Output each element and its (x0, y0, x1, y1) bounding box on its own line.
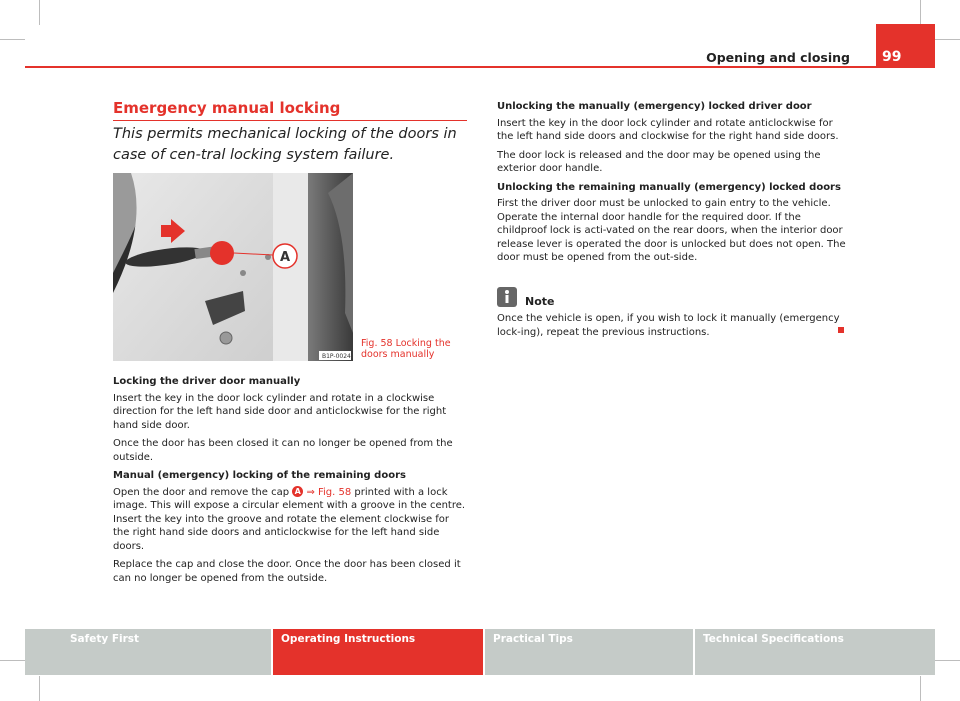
left-paragraph-3 (113, 486, 468, 554)
note-text: Once the vehicle is open, if you wish to lock it manually (emergency lock-ing), repeat the previous instructions. (497, 313, 840, 338)
footer-tab-technical-specifications[interactable] (695, 629, 935, 675)
section-title: Emergency manual locking (113, 99, 341, 117)
footer-tab-label: Practical Tips (493, 633, 573, 645)
note-icon (497, 287, 517, 307)
right-column (497, 100, 852, 270)
door-lock-illustration (113, 173, 353, 361)
section-rule (113, 120, 467, 121)
left-paragraph-4: Replace the cap and close the door. Once the door has been closed it can no longer be opened from the outside. (113, 559, 461, 584)
footer-tab-label: Safety First (70, 633, 140, 645)
right-paragraph-2: The door lock is released and the door may be opened using the exterior door handle. (497, 149, 821, 174)
footer-tab-safety-first[interactable] (25, 629, 271, 675)
footer-tab-label: Operating Instructions (281, 633, 416, 645)
p3-after: printed with a lock image. This will expose a circular element with a groove in the centre. Insert the key into the groove and rotate the element clockwise for the right hand side doors and anticlockwise for the left hand side doors. (113, 486, 466, 552)
section-intro: This permits mechanical locking of the doors in case of cen-tral locking system failure. (113, 126, 457, 163)
left-column (113, 375, 468, 590)
header-rule (25, 66, 935, 68)
right-paragraph-3: First the driver door must be unlocked to gain entry to the vehicle. Operate the internal door handle for the required door. If the childproof lock is acti-vated on the rear doors, when the interior door release lever is operated the door is unlocked but does not open. The door must be opened from the out-side. (497, 198, 846, 263)
left-heading-1: Locking the driver door manually (113, 376, 301, 387)
right-heading-2: Unlocking the remaining manually (emergency) locked doors (497, 181, 841, 193)
left-paragraph-1: Insert the key in the door lock cylinder and rotate in a clockwise direction for the left hand side door and anticlockwise for the right hand side door. (113, 392, 447, 431)
door-lock-figure (113, 173, 353, 361)
callout-a-badge: A (292, 486, 303, 497)
right-paragraph-1: Insert the key in the door lock cylinder and rotate anticlockwise for the left hand side doors and clockwise for the right hand side doors. (497, 117, 839, 142)
left-heading-2: Manual (emergency) locking of the remaining doors (113, 470, 406, 481)
left-paragraph-2: Once the door has been closed it can no longer be opened from the outside. (113, 438, 453, 463)
chapter-title: Opening and closing (706, 50, 850, 65)
footer-tab-label: Technical Specifications (703, 633, 844, 645)
right-heading-1: Unlocking the manually (emergency) locked driver door (497, 101, 812, 112)
note-label: Note (525, 295, 555, 308)
footer-tab-practical-tips[interactable] (485, 629, 693, 675)
p3-before: Open the door and remove the cap (113, 486, 290, 498)
figure-callout-label: A (279, 250, 291, 265)
footer-tab-operating-instructions[interactable] (273, 629, 483, 675)
figure-code: B1P-0024 (322, 353, 351, 360)
page-number: 99 (876, 24, 935, 68)
section-end-marker (838, 327, 844, 333)
figure-caption: Fig. 58 Locking the doors manually (361, 338, 451, 360)
figure-link[interactable]: ⇒ Fig. 58 (306, 486, 352, 498)
